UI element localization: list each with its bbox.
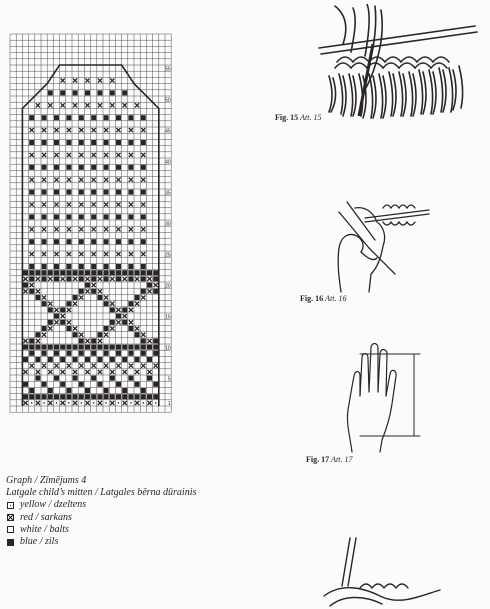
dot-icon [7, 502, 14, 509]
row-number-label: 5 [167, 376, 171, 383]
fig17-caption [306, 455, 352, 464]
fig15-fringe-illustration [315, 4, 480, 124]
row-number-label: 10 [165, 345, 171, 352]
cross-icon [7, 514, 14, 521]
fig16-hand-needle-illustration [325, 188, 435, 298]
row-number-label: 55 [165, 66, 171, 73]
row-number-label: 50 [165, 97, 171, 104]
row-number-label: 25 [165, 252, 171, 259]
row-number-label: 20 [165, 283, 171, 290]
fig16-caption [300, 294, 346, 303]
legend-item-red [6, 512, 196, 524]
legend-item-blue [6, 536, 196, 548]
legend-item-yellow [6, 499, 196, 511]
knitting-chart [6, 32, 174, 427]
graph-legend [6, 475, 196, 548]
att15-label: Att. 15 [300, 113, 322, 122]
fig15-label: Fig. 15 [275, 113, 299, 122]
filled-square-icon [7, 539, 14, 546]
row-number-label: 35 [165, 190, 171, 197]
fig17-hand-measure-illustration [340, 340, 430, 455]
legend-item-white [6, 524, 196, 536]
empty-square-icon [7, 526, 14, 533]
row-number-label: 40 [165, 159, 171, 166]
fig15-caption [275, 113, 321, 122]
legend-title: Graph / Zīmējums 4 [6, 475, 87, 486]
row-number-label: 1 [167, 401, 171, 408]
fig18-partial-illustration [320, 536, 460, 609]
legend-label-blue: blue / zils [20, 536, 59, 548]
legend-label-white: white / balts [20, 523, 69, 535]
att17-label: Att. 17 [331, 455, 353, 464]
legend-label-red: red / sarkans [20, 511, 72, 523]
row-number-label: 15 [165, 314, 171, 321]
row-number-label: 45 [165, 128, 171, 135]
att16-label: Att. 16 [325, 294, 347, 303]
legend-subtitle: Latgale child’s mitten / Latgales bērna dūrainis [6, 487, 197, 499]
row-number-label: 30 [165, 221, 171, 228]
legend-label-yellow: yellow / dzeltens [20, 499, 87, 511]
fig16-label: Fig. 16 [300, 294, 324, 303]
fig17-label: Fig. 17 [306, 455, 330, 464]
